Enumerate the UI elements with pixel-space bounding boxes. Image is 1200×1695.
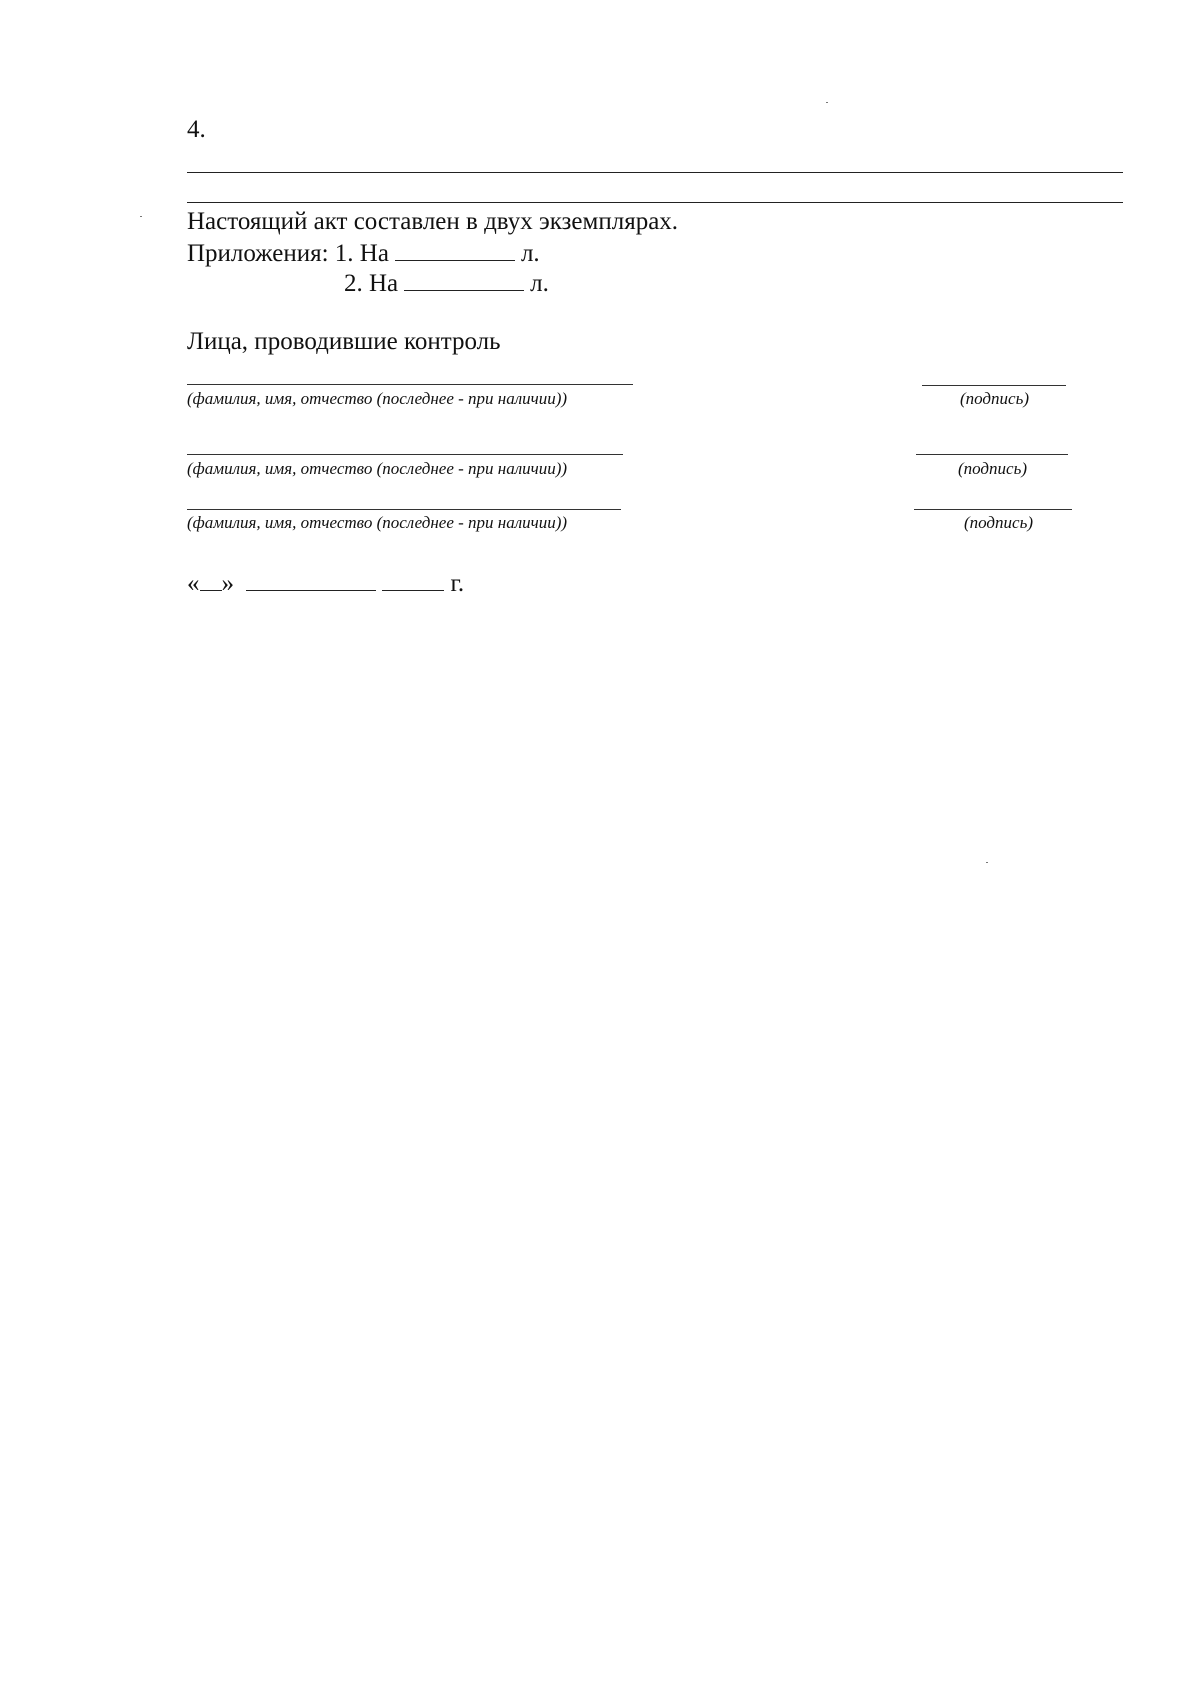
name-line-2	[187, 454, 623, 455]
scan-speck	[140, 216, 142, 217]
attachment-2-pages-blank	[404, 268, 524, 291]
fill-line-1	[187, 172, 1123, 173]
attachment-1-pages-blank	[395, 238, 515, 261]
name-line-3	[187, 509, 621, 510]
attachment-1-suffix: л.	[520, 240, 540, 267]
signature-caption-3: (подпись)	[964, 513, 1033, 532]
date-close-quote: »	[221, 570, 234, 597]
date-year-suffix: г.	[450, 570, 465, 597]
name-caption-3: (фамилия, имя, отчество (последнее - при наличии))	[187, 513, 568, 532]
date-year-blank	[382, 570, 444, 591]
controllers-title: Лица, проводившие контроль	[187, 328, 501, 355]
copies-statement: Настоящий акт составлен в двух экземплярах.	[187, 208, 679, 235]
signature-line-1	[922, 385, 1066, 386]
signature-line-2	[916, 454, 1068, 455]
attachment-1-prefix: 1. На	[334, 240, 389, 267]
item-number: 4.	[187, 116, 206, 143]
name-caption-2: (фамилия, имя, отчество (последнее - при наличии))	[187, 459, 568, 478]
signature-line-3	[914, 509, 1072, 510]
name-line-1	[187, 384, 633, 385]
attachment-line-1	[187, 238, 540, 268]
signature-caption-1: (подпись)	[960, 389, 1029, 408]
scan-speck	[826, 102, 828, 103]
attachment-2-suffix: л.	[530, 270, 549, 297]
signature-caption-2: (подпись)	[958, 459, 1027, 478]
attachments-label: Приложения:	[187, 240, 329, 267]
attachment-line-2	[344, 268, 549, 298]
fill-line-2	[187, 202, 1123, 203]
name-caption-1: (фамилия, имя, отчество (последнее - при наличии))	[187, 389, 568, 408]
date-row	[187, 570, 464, 598]
date-open-quote: «	[187, 570, 200, 597]
scan-speck	[986, 862, 988, 863]
date-month-blank	[246, 570, 376, 591]
date-day-blank	[200, 570, 222, 591]
attachment-2-prefix: 2. На	[344, 270, 399, 297]
